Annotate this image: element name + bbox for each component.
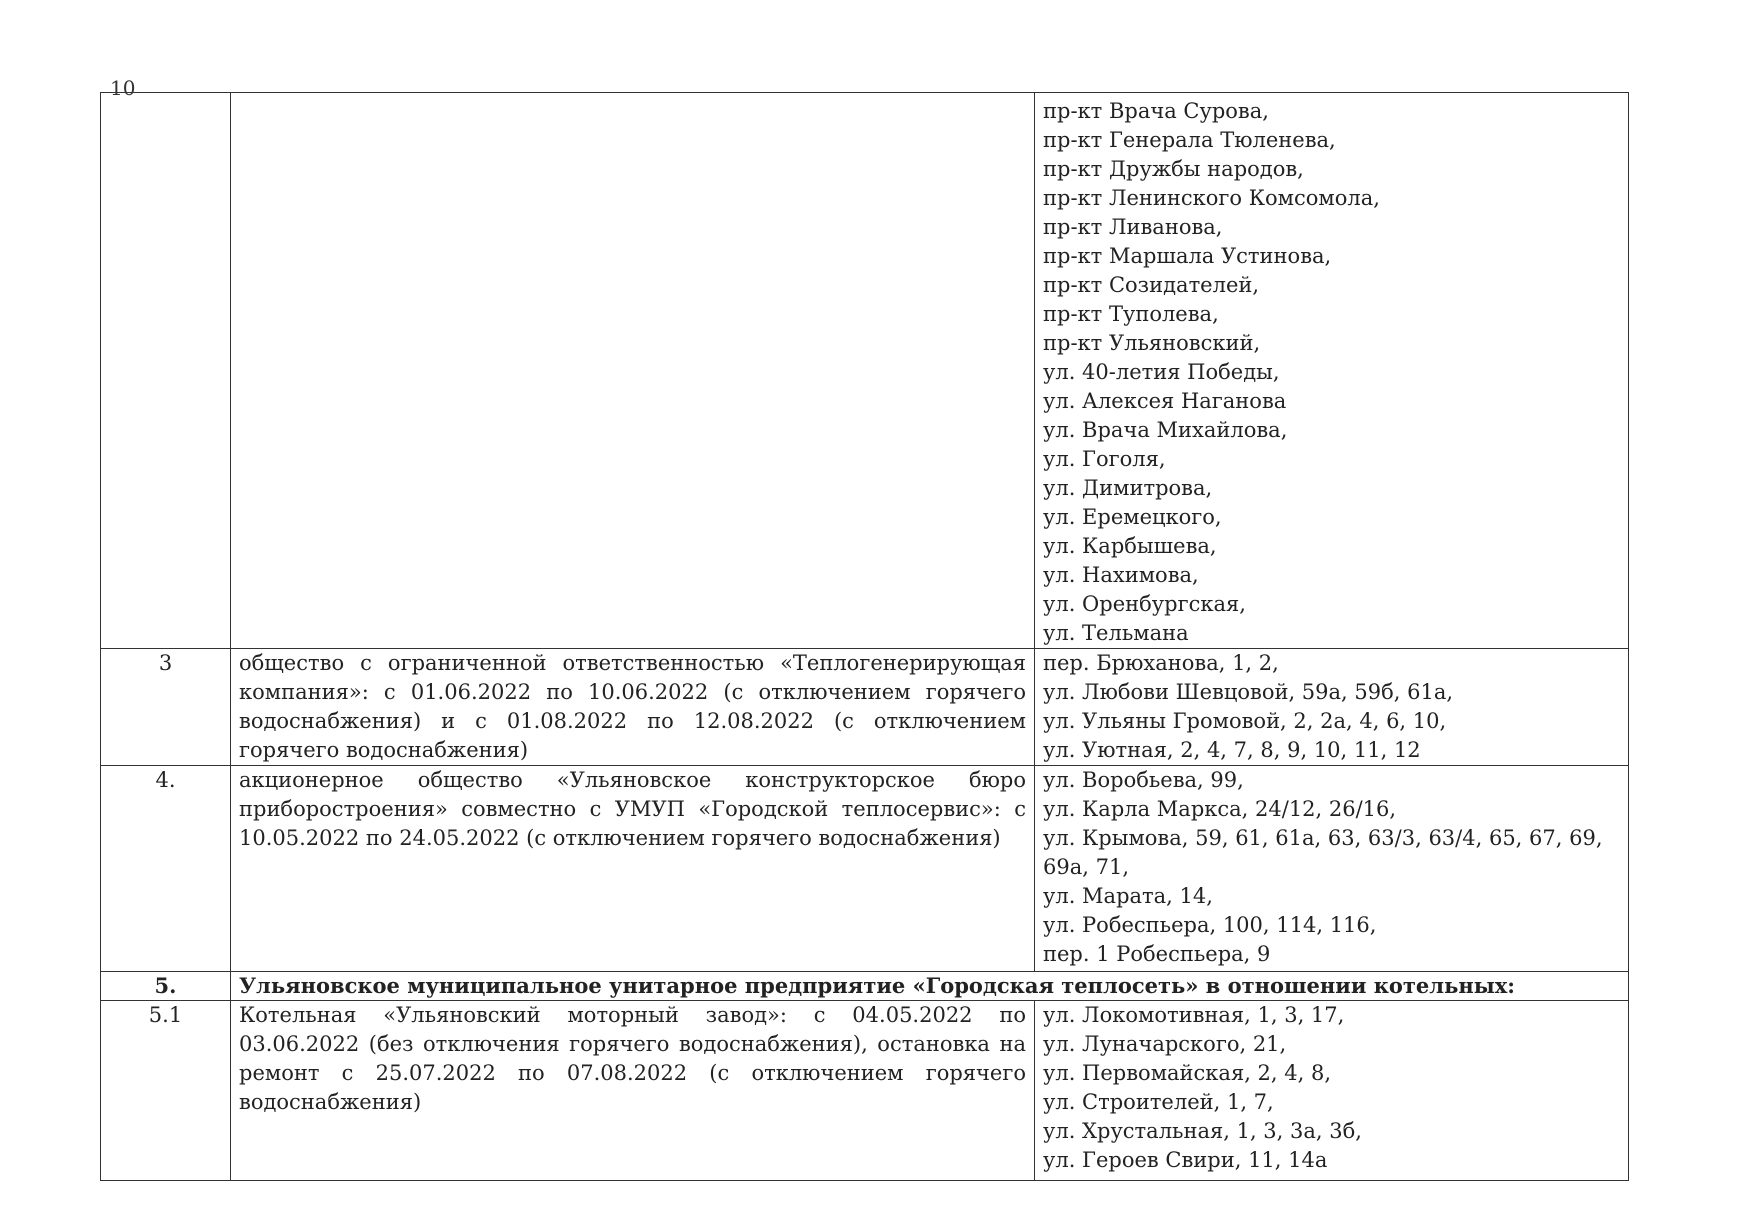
table-row <box>101 93 1629 649</box>
addresses-cell <box>1035 93 1629 649</box>
address-line: пр-кт Дружбы народов, <box>1043 157 1304 181</box>
row-number-cell: 5. <box>101 972 231 1001</box>
organization-cell: акционерное общество «Ульяновское конструкторское бюро приборостроения» совместно с УМУП «Городской теплосервис»: с 10.05.2022 по 24.05.2022 (с отключением горячего водоснабжения) <box>231 766 1035 972</box>
address-line: ул. Димитрова, <box>1043 476 1213 500</box>
section-title: Ульяновское муниципальное унитарное предприятие «Городская теплосеть» в отношении котельных: <box>231 972 1629 1001</box>
address-line: ул. Алексея Наганова <box>1043 389 1287 413</box>
section-header-row <box>101 972 1629 1001</box>
address-line: ул. Врача Михайлова, <box>1043 418 1288 442</box>
address-line: ул. Нахимова, <box>1043 563 1199 587</box>
page-number: 10 <box>110 76 136 100</box>
address-line: ул. Локомотивная, 1, 3, 17, <box>1043 1003 1345 1027</box>
address-line: ул. 40-летия Победы, <box>1043 360 1280 384</box>
address-line: ул. Воробьева, 99, <box>1043 768 1244 792</box>
address-line: ул. Хрустальная, 1, 3, 3а, 3б, <box>1043 1119 1362 1143</box>
address-line: ул. Героев Свири, 11, 14а <box>1043 1148 1328 1172</box>
addresses-cell <box>1035 766 1629 972</box>
organization-cell: Котельная «Ульяновский моторный завод»: с 04.05.2022 по 03.06.2022 (без отключения горячего водоснабжения), остановка на ремонт с 25.07.2022 по 07.08.2022 (с отключением горячего водоснабжения) <box>231 1001 1035 1181</box>
address-line: пр-кт Врача Сурова, <box>1043 99 1269 123</box>
address-line: пр-кт Ульяновский, <box>1043 331 1261 355</box>
address-line: ул. Уютная, 2, 4, 7, 8, 9, 10, 11, 12 <box>1043 738 1421 762</box>
address-line: ул. Ульяны Громовой, 2, 2а, 4, 6, 10, <box>1043 709 1447 733</box>
address-line: ул. Луначарского, 21, <box>1043 1032 1287 1056</box>
table-row <box>101 1001 1629 1181</box>
address-line: пр-кт Маршала Устинова, <box>1043 244 1332 268</box>
row-number-cell: 3 <box>101 649 231 766</box>
address-line: 69а, 71, <box>1043 855 1129 879</box>
address-line: пр-кт Ленинского Комсомола, <box>1043 186 1380 210</box>
addresses-cell <box>1035 1001 1629 1181</box>
address-line: пер. Брюханова, 1, 2, <box>1043 651 1279 675</box>
table-row <box>101 766 1629 972</box>
address-line: ул. Марата, 14, <box>1043 884 1213 908</box>
address-line: ул. Карбышева, <box>1043 534 1217 558</box>
address-line: ул. Тельмана <box>1043 621 1189 645</box>
address-line: ул. Гоголя, <box>1043 447 1166 471</box>
addresses-cell <box>1035 649 1629 766</box>
address-line: ул. Оренбургская, <box>1043 592 1246 616</box>
address-line: пр-кт Ливанова, <box>1043 215 1223 239</box>
organization-cell <box>231 93 1035 649</box>
table-row <box>101 649 1629 766</box>
address-line: ул. Любови Шевцовой, 59а, 59б, 61а, <box>1043 680 1454 704</box>
address-line: ул. Первомайская, 2, 4, 8, <box>1043 1061 1332 1085</box>
address-line: пр-кт Туполева, <box>1043 302 1219 326</box>
heating-schedule-table <box>100 92 1629 1181</box>
address-line: пр-кт Созидателей, <box>1043 273 1260 297</box>
organization-cell: общество с ограниченной ответственностью «Теплогенерирующая компания»: с 01.06.2022 по 10.06.2022 (с отключением горячего водоснабжения) и с 01.08.2022 по 12.08.2022 (с отключением горячего водоснабжения) <box>231 649 1035 766</box>
address-line: пр-кт Генерала Тюленева, <box>1043 128 1336 152</box>
row-number-cell <box>101 93 231 649</box>
address-line: ул. Строителей, 1, 7, <box>1043 1090 1274 1114</box>
address-line: ул. Карла Маркса, 24/12, 26/16, <box>1043 797 1397 821</box>
address-line: ул. Еремецкого, <box>1043 505 1222 529</box>
address-line: ул. Робеспьера, 100, 114, 116, <box>1043 913 1377 937</box>
row-number-cell: 5.1 <box>101 1001 231 1181</box>
row-number-cell: 4. <box>101 766 231 972</box>
address-line: ул. Крымова, 59, 61, 61а, 63, 63/3, 63/4, 65, 67, 69, <box>1043 826 1603 850</box>
address-line: пер. 1 Робеспьера, 9 <box>1043 942 1271 966</box>
